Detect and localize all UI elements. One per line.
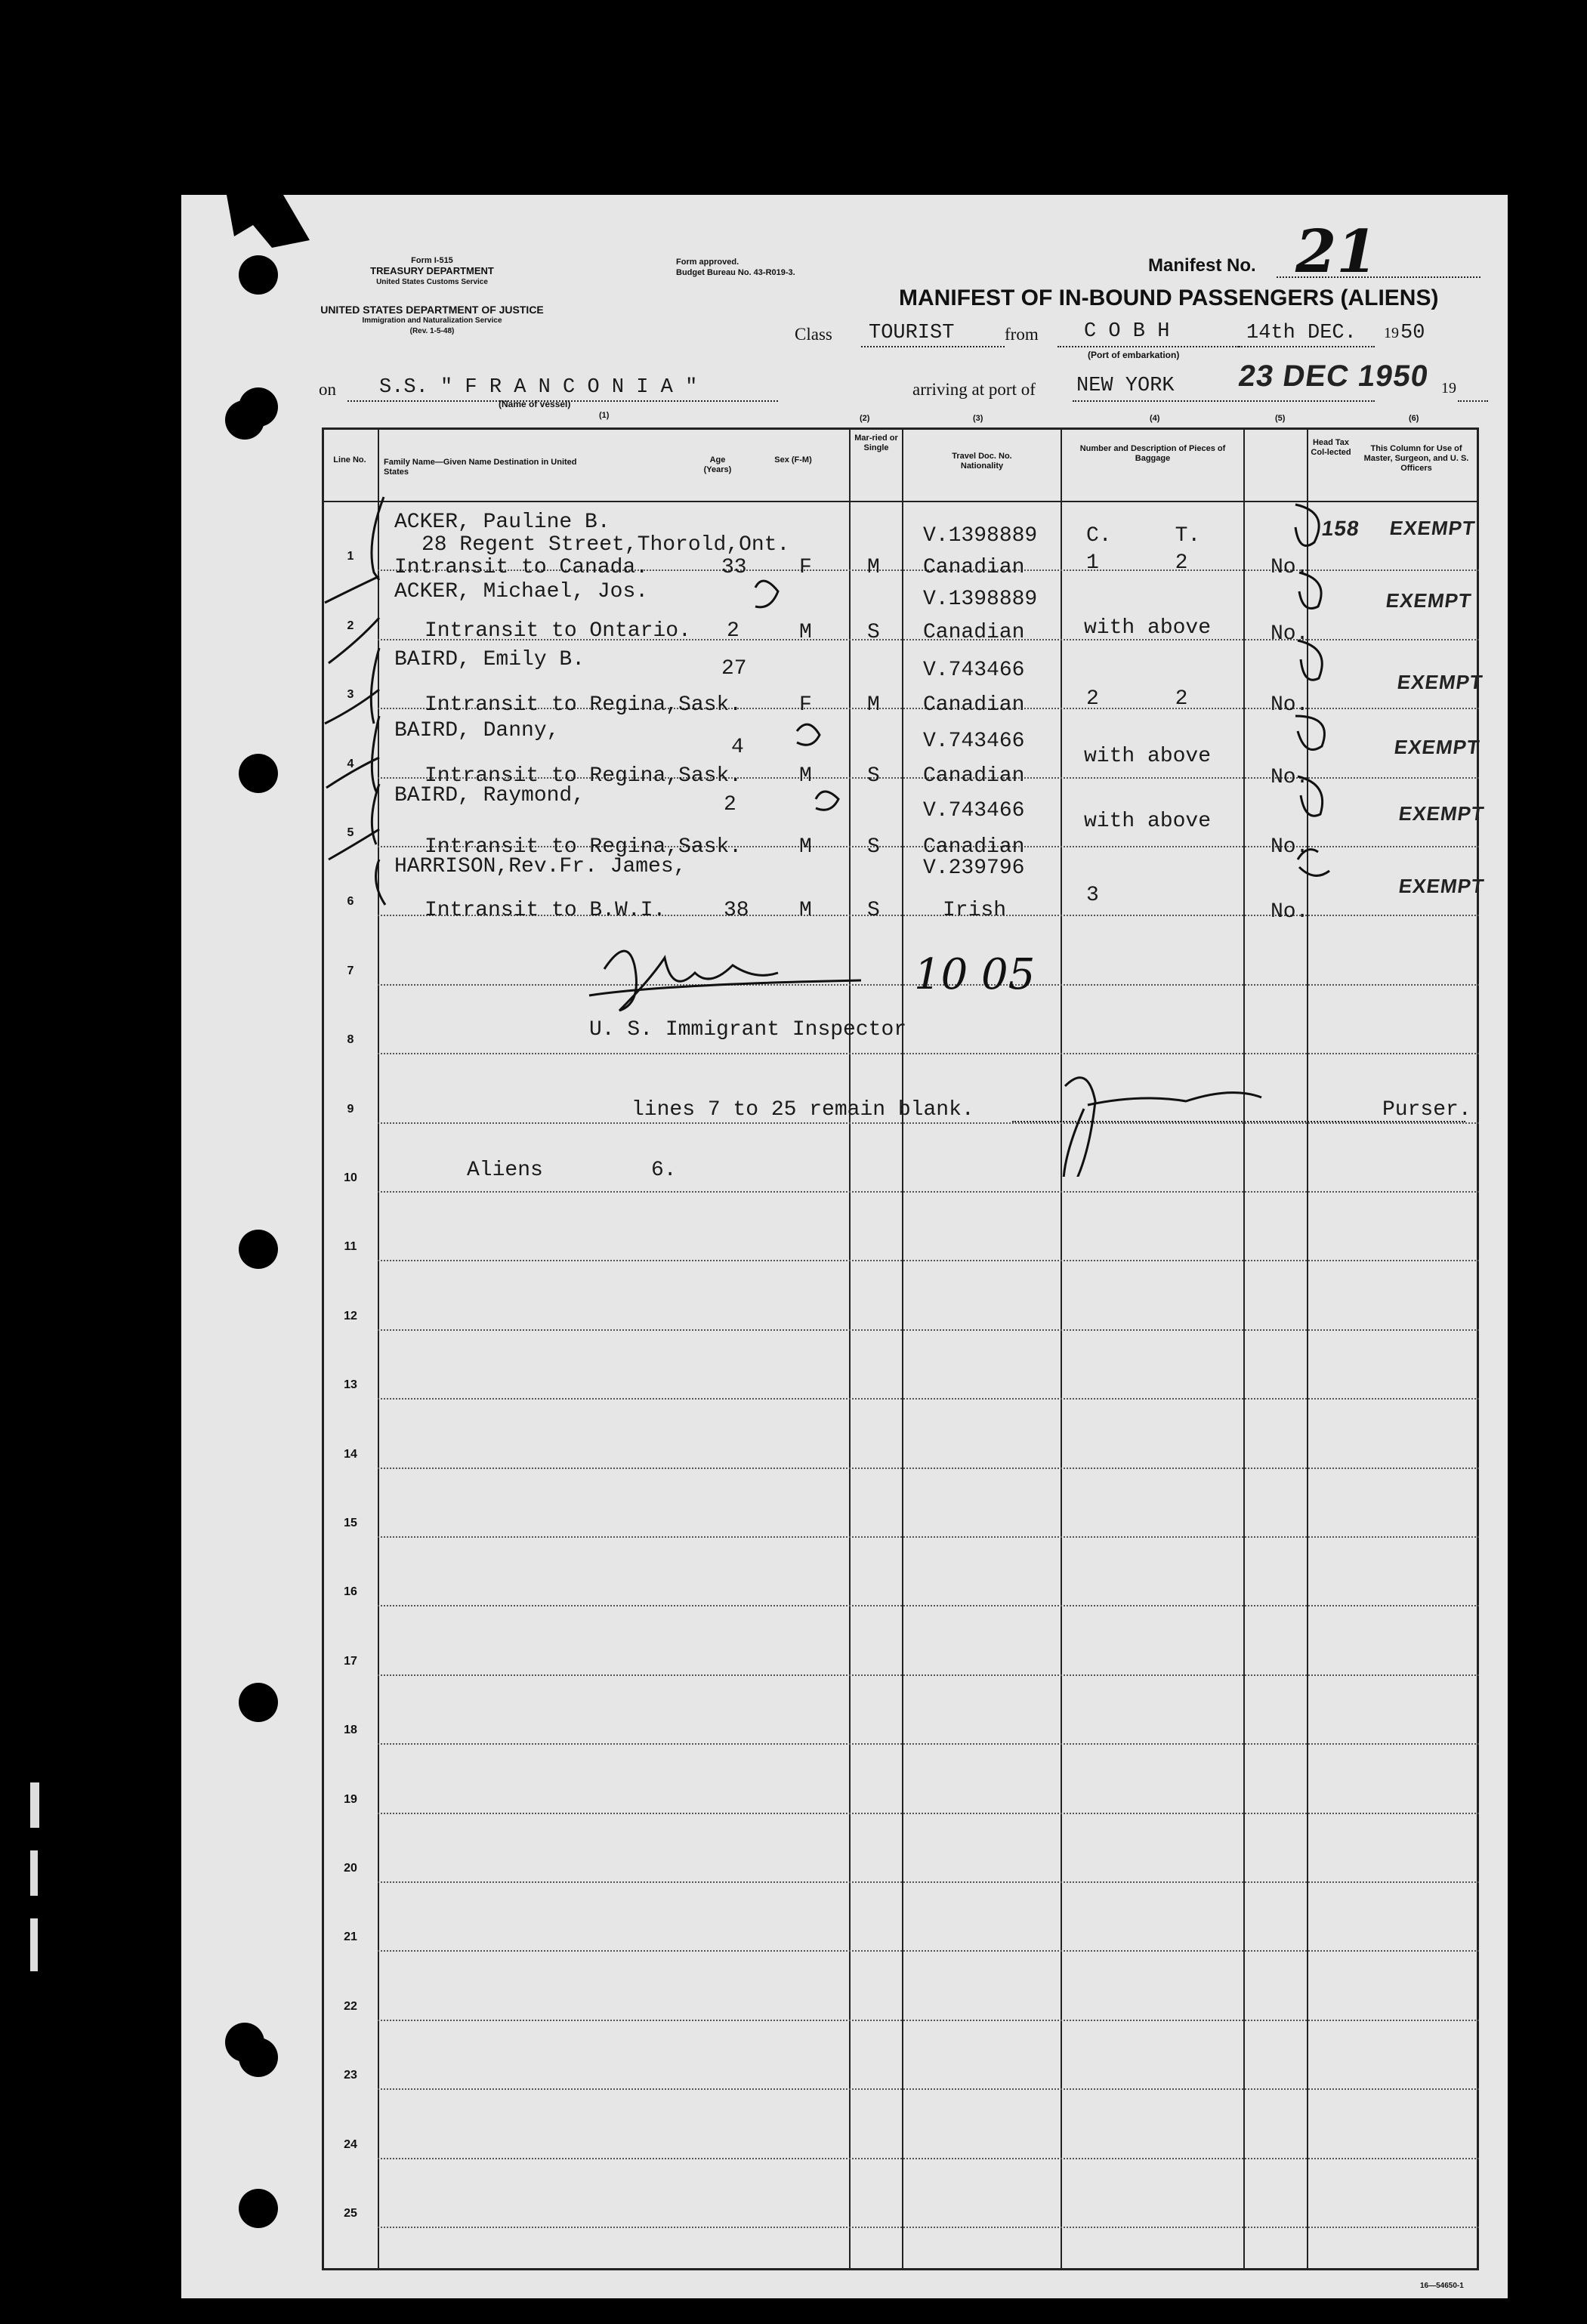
entry-marital: S: [867, 621, 880, 644]
entry-destination: Intransit to Ontario.: [425, 619, 691, 643]
row-divider: [378, 1468, 1479, 1469]
entry-tax: No.: [1271, 693, 1309, 717]
entry-marital: M: [867, 556, 880, 579]
line-number: 10: [344, 1171, 357, 1184]
treasury-department: TREASURY DEPARTMENT: [370, 265, 494, 276]
entry-doc: V.743466: [923, 730, 1025, 753]
aliens-label: Aliens: [467, 1159, 543, 1182]
year-prefix: 19: [1384, 325, 1399, 341]
vessel-name: S.S. " F R A N C O N I A ": [379, 376, 698, 399]
form-approved: Form approved.: [676, 258, 739, 267]
entry-nationality: Canadian: [923, 621, 1025, 644]
customs-service: United States Customs Service: [376, 278, 488, 286]
arrival-port: NEW YORK: [1076, 375, 1175, 397]
form-number: Form I-515: [411, 256, 453, 265]
line-number: 15: [344, 1517, 357, 1529]
class-value: TOURIST: [869, 322, 955, 344]
entry-nationality: Canadian: [923, 693, 1025, 717]
entry-name: BAIRD, Emily B.: [394, 648, 585, 671]
vessel-caption: (Name of vessel): [499, 399, 571, 409]
punch-hole: [239, 2038, 278, 2077]
entry-name: HARRISON,Rev.Fr. James,: [394, 855, 687, 878]
entry-destination: Intransit to Canada.: [394, 556, 649, 579]
entry-stamp: EXEMPT: [1397, 875, 1487, 897]
line-number: 19: [344, 1792, 357, 1806]
entry-age: 2: [727, 619, 739, 643]
line-number: 23: [344, 2069, 357, 2082]
line-number: 18: [344, 1724, 357, 1737]
aliens-count: 6.: [651, 1159, 677, 1182]
entry-age: 33: [721, 556, 747, 579]
line-number: 4: [347, 757, 354, 770]
entry-nationality: Canadian: [923, 764, 1025, 788]
entry-tax: No.: [1271, 556, 1309, 579]
entry-stamp: EXEMPT: [1395, 671, 1485, 693]
entry-marital: S: [867, 899, 880, 922]
manifest-title: MANIFEST OF IN-BOUND PASSENGERS (ALIENS): [899, 285, 1439, 310]
entry-destination: Intransit to Regina,Sask.: [425, 835, 743, 859]
entry-baggage-desc: C. T.: [1086, 524, 1201, 548]
entry-doc: V.743466: [923, 799, 1025, 823]
entry-sex: M: [799, 899, 812, 922]
header-sex: Sex (F-M): [774, 455, 812, 464]
entry-marital: S: [867, 835, 880, 859]
arriving-label: arriving at port of: [912, 380, 1036, 399]
entry-name: ACKER, Michael, Jos.: [394, 580, 649, 603]
revision: (Rev. 1-5-48): [409, 327, 455, 335]
entry-address: 28 Regent Street,Thorold,Ont.: [421, 533, 790, 557]
entry-sex: F: [799, 556, 812, 579]
entry-stamp: EXEMPT: [1397, 802, 1487, 825]
line-number: 7: [347, 964, 354, 977]
entry-destination: Intransit to B.W.I.: [425, 899, 666, 922]
col2-number: (2): [860, 414, 870, 423]
entry-baggage: with above: [1084, 810, 1212, 833]
col3-number: (3): [973, 414, 983, 423]
entry-stamp: EXEMPT: [1384, 589, 1474, 612]
row-divider: [378, 1950, 1479, 1952]
inspector-label: U. S. Immigrant Inspector: [589, 1018, 907, 1042]
entry-doc: V.1398889: [923, 588, 1038, 611]
manifest-page: [181, 195, 1508, 2298]
entry-age: 2: [724, 793, 736, 816]
entry-sex: M: [799, 835, 812, 859]
col4-number: (4): [1150, 414, 1160, 423]
entry-name: BAIRD, Danny,: [394, 719, 560, 742]
manifest-no-label: Manifest No.: [1148, 255, 1256, 276]
row-divider: [378, 1260, 1479, 1261]
class-label: Class: [795, 325, 832, 344]
row-divider: [378, 1674, 1479, 1676]
header-officers: This Column for Use of Master, Surgeon, and U. S. Officers: [1363, 444, 1469, 473]
handwritten-marks: [181, 195, 1508, 1177]
entry-nationality: Irish: [943, 899, 1007, 922]
entry-baggage-count: 1 2: [1086, 551, 1188, 575]
embark-date: 14th DEC.: [1246, 322, 1357, 344]
entry-doc: V.743466: [923, 659, 1025, 682]
arrival-date-stamp: 23 DEC 1950: [1236, 360, 1431, 393]
entry-destination: Intransit to Regina,Sask.: [425, 693, 743, 717]
col6-number: (6): [1409, 414, 1419, 423]
row-divider: [378, 2158, 1479, 2159]
col5-number: (5): [1275, 414, 1286, 423]
header-travel-doc: Travel Doc. No. Nationality: [952, 452, 1012, 471]
entry-destination: Intransit to Regina,Sask.: [425, 764, 743, 788]
punch-hole: [239, 2189, 278, 2228]
time-note: 10 05: [914, 950, 1036, 999]
header-baggage: Number and Description of Pieces of Baggage: [1079, 444, 1226, 463]
entry-marital: S: [867, 764, 880, 788]
entry-age: 38: [724, 899, 749, 922]
entry-doc: V.1398889: [923, 524, 1038, 548]
row-divider: [378, 1881, 1479, 1883]
punch-hole: [239, 1230, 278, 1269]
row-divider: [378, 1605, 1479, 1606]
header-married: Mar-ried or Single: [854, 434, 898, 452]
purser-label: Purser.: [1382, 1098, 1471, 1122]
budget-bureau: Budget Bureau No. 43-R019-3.: [676, 268, 795, 277]
line-number: 21: [344, 1930, 357, 1944]
entry-name: ACKER, Pauline B.: [394, 511, 610, 534]
edge-mark: [30, 1850, 38, 1896]
entry-doc: V.239796: [923, 856, 1025, 880]
on-label: on: [319, 380, 336, 399]
port-embark-caption: (Port of embarkation): [1088, 350, 1180, 360]
line-number: 20: [344, 1862, 357, 1875]
row-divider: [378, 2088, 1479, 2090]
entry-baggage: 3: [1086, 884, 1099, 907]
line-number: 22: [344, 1999, 357, 2013]
entry-baggage: 2 2: [1086, 687, 1188, 711]
embarkation-port: C O B H: [1084, 320, 1170, 343]
entry-stamp-extra: 158: [1320, 517, 1361, 540]
header-head-tax: Head Tax Col-lected: [1311, 438, 1351, 457]
entry-stamp: EXEMPT: [1388, 517, 1477, 539]
year-suffix: 50: [1400, 322, 1425, 344]
punch-hole: [239, 1683, 278, 1722]
arrival-year: 19: [1441, 380, 1456, 397]
entry-stamp: EXEMPT: [1392, 736, 1482, 758]
line-number: 17: [344, 1654, 357, 1668]
row-divider: [378, 2227, 1479, 2228]
line-number: 5: [347, 826, 354, 839]
line-number: 12: [344, 1309, 357, 1322]
row-divider: [378, 1191, 1479, 1193]
entry-tax: No.: [1271, 766, 1309, 789]
row-divider: [378, 1813, 1479, 1814]
line-number: 13: [344, 1378, 357, 1392]
row-divider: [378, 1329, 1479, 1331]
line-number: 24: [344, 2137, 357, 2151]
print-code: 16—54650-1: [1420, 2282, 1464, 2290]
line-number: 14: [344, 1447, 357, 1461]
col1-number-header: (1): [599, 411, 610, 420]
from-label: from: [1005, 325, 1039, 344]
header-age: Age (Years): [703, 455, 732, 474]
header-name: Family Name—Given Name Destination in United States: [384, 458, 577, 477]
header-line-no: Line No.: [333, 455, 366, 464]
row-divider: [378, 1743, 1479, 1745]
entry-nationality: Canadian: [923, 556, 1025, 579]
entry-tax: No.: [1271, 835, 1309, 859]
entry-age: 4: [731, 736, 744, 759]
row-divider: [378, 1398, 1479, 1400]
entry-baggage: with above: [1084, 616, 1212, 640]
row-divider: [378, 1536, 1479, 1538]
line-number: 1: [347, 550, 354, 563]
entry-sex: M: [799, 621, 812, 644]
entry-nationality: Canadian: [923, 835, 1025, 859]
edge-mark: [30, 1782, 39, 1828]
entry-tax: No.: [1271, 900, 1309, 924]
line-number: 6: [347, 895, 354, 909]
line-number: 9: [347, 1102, 354, 1116]
line-number: 8: [347, 1033, 354, 1047]
blank-lines-note: lines 7 to 25 remain blank.: [631, 1098, 974, 1122]
entry-tax: No.: [1271, 622, 1309, 646]
line-number: 16: [344, 1585, 357, 1599]
line-number: 25: [344, 2207, 357, 2220]
edge-mark: [30, 1918, 38, 1971]
line-number: 11: [344, 1240, 357, 1254]
entry-sex: F: [799, 693, 812, 717]
ins-service: Immigration and Naturalization Service: [362, 316, 502, 325]
entry-age: 27: [721, 657, 747, 681]
manifest-number: 21: [1295, 218, 1378, 286]
entry-baggage: with above: [1084, 745, 1212, 768]
entry-name: BAIRD, Raymond,: [394, 784, 585, 807]
line-number: 2: [347, 619, 354, 632]
row-divider: [378, 2020, 1479, 2021]
line-number: 3: [347, 688, 354, 702]
entry-marital: M: [867, 693, 880, 717]
entry-sex: M: [799, 764, 812, 788]
department-of-justice: UNITED STATES DEPARTMENT OF JUSTICE: [320, 304, 544, 316]
